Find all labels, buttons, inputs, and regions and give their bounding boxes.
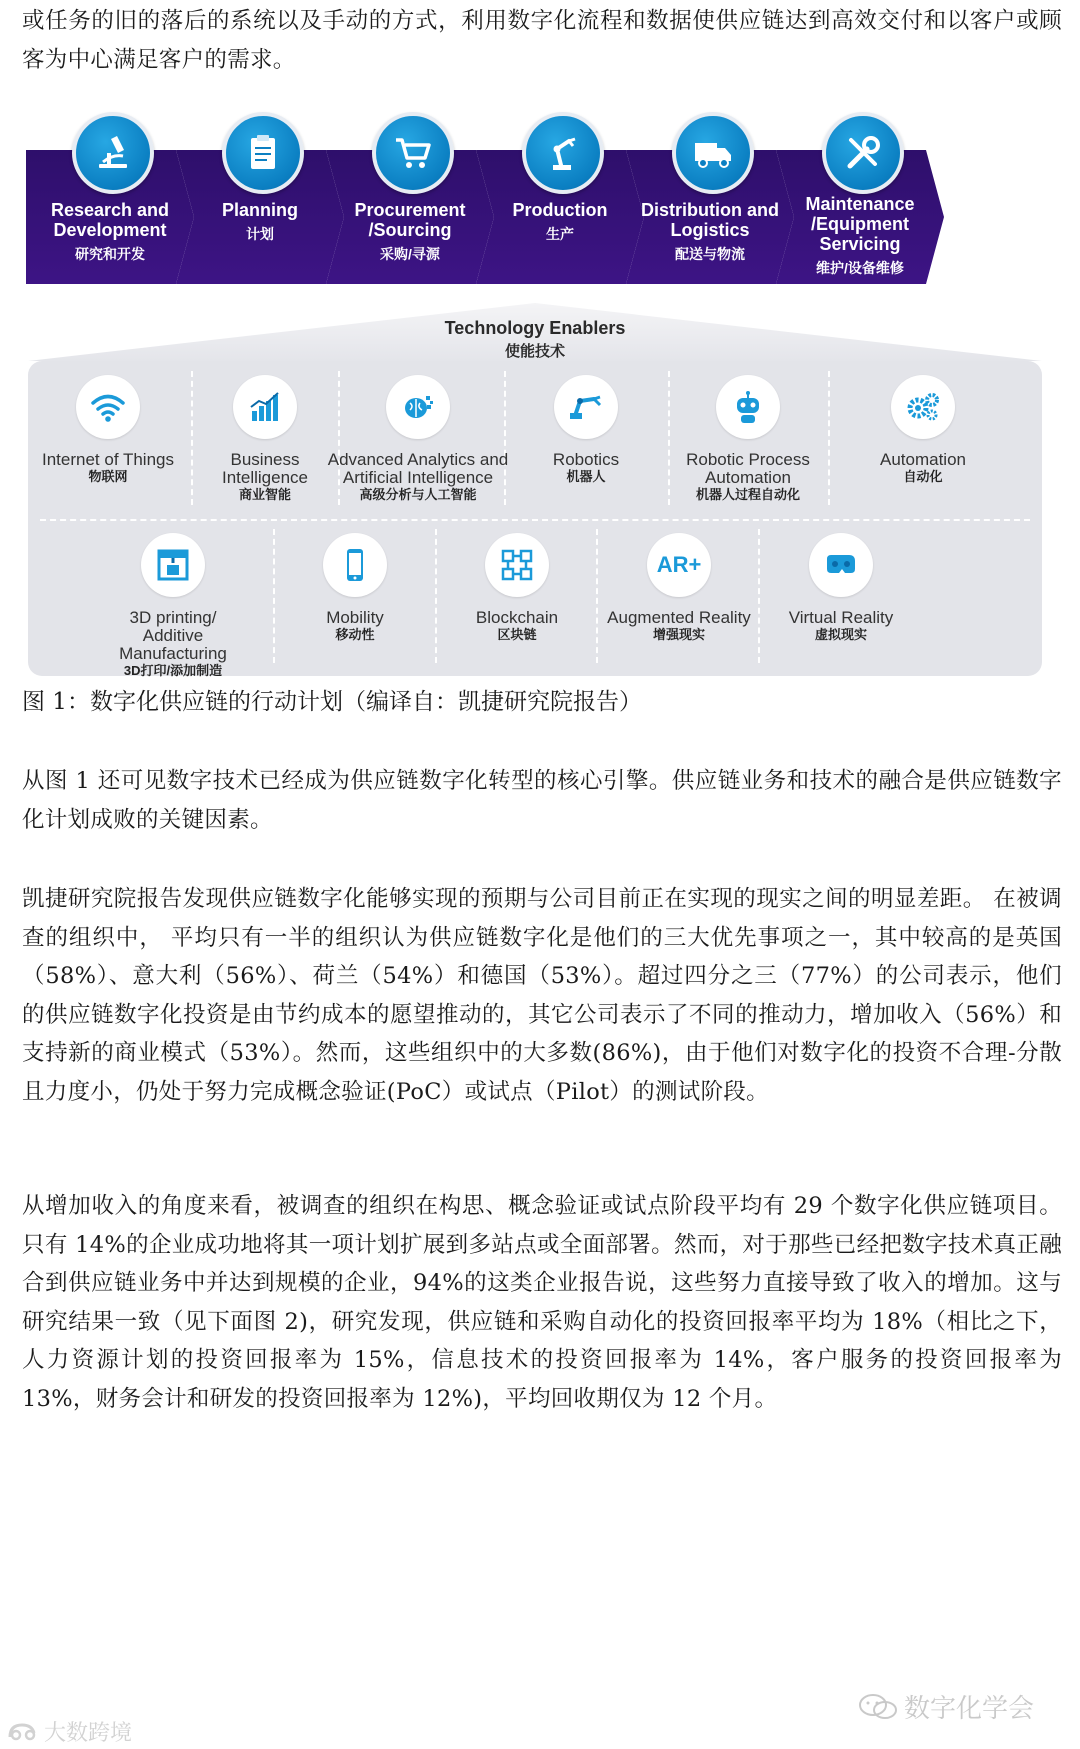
chain-label-cn: 维护/设备维修 (816, 260, 904, 276)
enabler-label-cn: 增强现实 (652, 627, 705, 642)
enabler-label-en: Blockchain (475, 608, 559, 627)
chain-label-cn: 计划 (246, 226, 274, 242)
enablers-title-en: Technology Enablers (444, 318, 626, 338)
enabler-label-en: Robotic Process Automation (686, 450, 810, 487)
robot-icon (716, 375, 780, 439)
chain-label-en: Distribution and Logistics (641, 200, 779, 240)
enabler-rpa (668, 375, 828, 503)
watermark-right (858, 1688, 1034, 1725)
technology-enablers (28, 303, 1042, 676)
enabler-mobility (280, 533, 430, 643)
enabler-label-cn: 物联网 (88, 469, 128, 484)
clipboard-icon (222, 112, 304, 194)
enabler-label-en: Augmented Reality (607, 608, 751, 627)
microscope-icon (72, 112, 154, 194)
vr-headset-icon (809, 533, 873, 597)
enabler-label-en: Advanced Analytics and Artificial Intelligence (327, 450, 509, 487)
enablers-title-cn: 使能技术 (504, 343, 565, 360)
robotics-icon (554, 375, 618, 439)
enabler-ar (604, 533, 754, 643)
column-divider (828, 371, 830, 505)
chain-label-cn: 生产 (546, 226, 574, 242)
enabler-label-cn: 高级分析与人工智能 (359, 487, 477, 502)
brain-icon (386, 375, 450, 439)
figure-caption: 图 1：数字化供应链的行动计划（编译自：凯捷研究院报告） (22, 689, 642, 715)
3d-printer-icon (141, 533, 205, 597)
enabler-label-cn: 3D打印/添加制造 (123, 663, 223, 678)
intro-paragraph: 或任务的旧的落后的系统以及手动的方式，利用数字化流程和数据使供应链达到高效交付和以客户或顾客为中心满足客户的需求。 (22, 8, 1062, 73)
chain-label-en: Production (512, 200, 608, 220)
watermark-left-text: 大数跨境 (44, 1721, 133, 1746)
chain-step-rnd (26, 150, 194, 284)
wechat-icon (858, 1692, 898, 1722)
column-divider (596, 529, 598, 663)
enabler-label-cn: 机器人 (566, 469, 606, 484)
chain-step-production (476, 150, 644, 284)
blockchain-icon (485, 533, 549, 597)
smartphone-icon (323, 533, 387, 597)
logo-icon (6, 1719, 40, 1745)
enabler-label-cn: 商业智能 (238, 487, 291, 502)
chain-label-en: Research and Development (50, 200, 170, 240)
chain-step-maintenance (776, 150, 944, 284)
enabler-label-cn: 区块链 (497, 627, 537, 642)
watermark-right-text: 数字化学会 (903, 1694, 1034, 1724)
enabler-ai (318, 375, 518, 503)
bar-chart-icon (233, 375, 297, 439)
enabler-label-en: Mobility (326, 608, 384, 627)
robot-arm-icon (522, 112, 604, 194)
watermark-left (6, 1716, 132, 1747)
ar-icon-text: AR+ (656, 552, 702, 577)
chain-label-cn: 采购/寻源 (380, 246, 440, 262)
enabler-blockchain (442, 533, 592, 643)
paragraph-3: 从增加收入的角度来看，被调查的组织在构思、概念验证或试点阶段平均有 29 个数字化供应链项目。只有 14%的企业成功地将其一项计划扩展到多站点或全面部署。然而，对于那些已经把数字技术真正融合到供应链业务中并达到规模的企业，94%的这类企业报告说，这些努力直接导致了收入的增加。这与研究结果一致（见下面图 2)，研究发现，供应链和采购自动化的投资回报率平均为 18%（相比之下，人力资源计划的投资回报率为 15%，信息技术的投资回报率为 14%，客户服务的投资回报率为 13%，财务会计和研发的投资回报率为 12%)，平均回收期仅为 12 个月。 (22, 1193, 1062, 1412)
enabler-label-en: Internet of Things (42, 450, 174, 469)
enabler-label-en: 3D printing/ Additive Manufacturing (119, 608, 227, 663)
chain-label-en: Maintenance /Equipment Servicing (805, 194, 915, 254)
enabler-label-en: Business Intelligence (221, 450, 308, 487)
truck-icon (672, 112, 754, 194)
chain-label-cn: 研究和开发 (75, 246, 145, 262)
chain-step-planning (176, 150, 344, 284)
column-divider (758, 529, 760, 663)
enabler-label-cn: 机器人过程自动化 (695, 487, 800, 502)
gears-icon (891, 375, 955, 439)
enabler-label-cn: 移动性 (335, 627, 375, 642)
wrench-screwdriver-icon (822, 112, 904, 194)
value-chain (26, 112, 1046, 288)
chain-label-en: Planning (222, 200, 298, 220)
enabler-label-en: Automation (880, 450, 966, 469)
enabler-label-en: Robotics (552, 450, 620, 469)
enablers-panel (28, 361, 1042, 676)
row-divider (40, 519, 1030, 521)
ar-icon (647, 533, 711, 597)
enabler-automation (848, 375, 998, 485)
enabler-3d-printing (98, 533, 248, 679)
enabler-label-cn: 自动化 (903, 469, 943, 484)
cart-icon (372, 112, 454, 194)
paragraph-1: 从图 1 还可见数字技术已经成为供应链数字化转型的核心引擎。供应链业务和技术的融合是供应链数字化计划成败的关键因素。 (22, 768, 1062, 833)
enabler-vr (766, 533, 916, 643)
chain-label-en: Procurement /Sourcing (354, 200, 466, 240)
enabler-label-cn: 虚拟现实 (814, 627, 867, 642)
wifi-icon (76, 375, 140, 439)
enabler-iot (33, 375, 183, 485)
chain-step-procurement (326, 150, 494, 284)
chain-step-distribution (626, 150, 794, 284)
column-divider (273, 529, 275, 663)
paragraph-2: 凯捷研究院报告发现供应链数字化能够实现的预期与公司目前正在实现的现实之间的明显差距。 在被调查的组织中， 平均只有一半的组织认为供应链数字化是他们的三大优先事项之一，其中较高的是英国（58%）、意大利（56%）、荷兰（54%）和德国（53%）。超过四分之三（77%）的公司表示，他们的供应链数字化投资是由节约成本的愿望推动的，其它公司表示了不同的推动力，增加收入（56%）和支持新的商业模式（53%）。然而，这些组织中的大多数(86%)，由于他们对数字化的投资不合理-分散且力度小，仍处于努力完成概念验证(PoC）或试点（Pilot）的测试阶段。 (22, 886, 1062, 1105)
enabler-robotics (511, 375, 661, 485)
chain-label-cn: 配送与物流 (675, 246, 745, 262)
column-divider (435, 529, 437, 663)
enabler-label-en: Virtual Reality (788, 608, 894, 627)
